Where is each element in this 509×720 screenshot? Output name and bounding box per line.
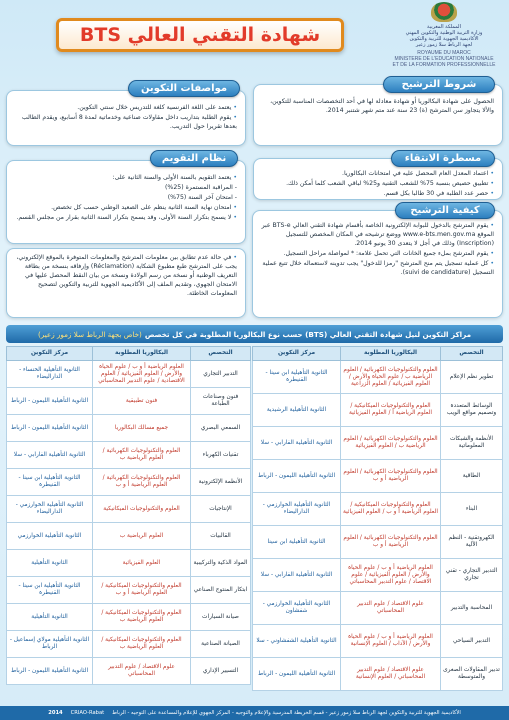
bac-cell: العلوم والتكنولوجيات الكهربائية / العلوم الرياضية ب	[93, 442, 191, 469]
table-row	[7, 550, 251, 577]
center-cell: الثانوية التأهيلية	[7, 604, 93, 631]
application-panel	[252, 210, 503, 318]
evaluation-line: • لا يسمح بتكرار السنة الأولى، وقد يسمح بتكرار السنة الثانية بقرار من مجلس القسم.	[15, 213, 237, 222]
center-cell: الثانوية التأهيلية ابن سينا - القنيطرة	[7, 469, 93, 496]
table-row	[7, 658, 251, 685]
center-cell: الثانوية التأهيلية الخوارزمي - الداراليضاء	[253, 493, 341, 526]
centers-table-right	[252, 346, 503, 691]
specialty-cell: الأنظمة والشبكات المعلوماتية	[441, 427, 503, 460]
application-line: • يقوم المترشح بالدخول للبوابة الإلكترونية الخاصة بأقسام شهادة التقني العالي BTS-e عبر الموقع www.e-bts.men.gov.ma ووضع ترشيحه في المكان المخصص للتسجيل (Inscription) وذلك في أجل لا يتعدى 30 يونيو 2014.	[261, 221, 494, 248]
centers-table-left	[6, 346, 251, 685]
center-cell: الثانوية التأهيلية الرشيدية	[253, 394, 341, 427]
training-line: • يقوم الطلبة بتداريب داخل مقاولات صناعية وخدماتية لمدة 8 أسابيع، ويقدم الطالب بعدها تقريرا حول التدريب.	[15, 113, 237, 131]
table-row	[253, 625, 503, 658]
table-row	[7, 415, 251, 442]
selection-heading: مسطرة الانتقاء	[391, 150, 495, 167]
application-line: • كل عملية تسجيل يتم منح المترشح "رمزا للدخول" يجب تدوينه لاستعماله خلال تتبع عملية التسجيل (suivi de candidature).	[261, 259, 494, 277]
specialty-cell: التسيير الإداري	[191, 658, 251, 685]
header-specialty: التخصص	[441, 347, 503, 361]
center-cell: الثانوية التأهيلية الخنساء - الداراليضاء	[7, 361, 93, 388]
specialty-cell: الصيانة الصناعية	[191, 631, 251, 658]
table-row	[7, 361, 251, 388]
table-row	[253, 427, 503, 460]
center-cell: الثانوية التأهيلية الفارابي - سلا	[7, 442, 93, 469]
bac-cell: العلوم والتكنولوجيات الميكانيكية / العلوم الرياضية ب	[93, 631, 191, 658]
evaluation-line: • يعتمد التقويم بالسنة الأولى والسنة الثانية على:	[15, 173, 237, 182]
table-row	[7, 469, 251, 496]
bac-cell: العلوم والتكنولوجيات الميكانيكية / العلوم الرياضية أ و ب / العلوم الفيزيائية	[341, 493, 441, 526]
center-cell: الثانوية التأهيلية الليمون - الرباط	[7, 415, 93, 442]
application-line: • يقوم المترشح بملء جميع الخانات التي تحمل علامة: * لمواصلة مراحل التسجيل.	[261, 249, 494, 258]
evaluation-line: • امتحان نهاية السنة الثانية ينظم على الصعيد الوطني حسب كل تخصص.	[15, 203, 237, 212]
center-cell: الثانوية التأهيلية الخوارزمي - شفشاون	[253, 592, 341, 625]
bac-cell: العلوم والتكنولوجيات الكهربائية / العلوم الرياضية ب / العلوم الفيزيائية	[341, 427, 441, 460]
center-cell: الثانوية التأهيلية الفارابي - سلا	[253, 427, 341, 460]
center-cell: الثانوية التأهيلية الليمون - الرباط	[253, 460, 341, 493]
table-row	[253, 592, 503, 625]
footer-year: 2014	[48, 710, 63, 716]
specialty-cell: تقنيات الكهرباء	[191, 442, 251, 469]
evaluation-line: - المراقبة المستمرة (25%)	[165, 184, 237, 191]
specialty-cell: الطاقية	[441, 460, 503, 493]
header-center: مركز التكوين	[7, 347, 93, 361]
header-bac: البكالوريا المطلوبة	[93, 347, 191, 361]
table-row	[7, 523, 251, 550]
footer-code: CRIAO-Rabat	[70, 710, 105, 716]
bac-cell: علوم الاقتصاد / علوم التدبير المحاسباتي / العلوم الإنسانية	[341, 658, 441, 691]
selection-line: • حصر عدد الطلبة في 30 طالبا بكل قسم.	[262, 189, 494, 198]
center-cell: الثانوية التأهيلية الخوارزمي - الداراليضاء	[7, 496, 93, 523]
specialty-cell: التدبير التجاري - تقني تجاري	[441, 559, 503, 592]
specialty-cell: القالبيات	[191, 523, 251, 550]
footer	[0, 706, 509, 720]
center-cell: الثانوية التأهيلية الشفشاوني - سلا	[253, 625, 341, 658]
footer-credits: الأكاديمية الجهوية للتربية والتكوين لجهة الرباط سلا زمور زعير - قسم الخريطة المدرسية والإعلام والتوجيه - المركز الجهوي للإعلام والمساعدة على التوجيه - الرباط	[112, 710, 461, 716]
logo-text-ar: المملكة المغربية وزارة التربية الوطنية والتكوين المهني الأكاديمية الجهوية للتربية والتكوين لجهة الرباط سلا زمور زعير	[405, 24, 483, 48]
specialty-cell: البناء	[441, 493, 503, 526]
table-row	[7, 604, 251, 631]
table-subtitle: (خاص بجهة الرباط سلا زمور زعير)	[37, 329, 142, 339]
coat-of-arms-icon	[431, 2, 457, 22]
header-center: مركز التكوين	[253, 347, 341, 361]
conditions-heading: شروط الترشيح	[383, 76, 495, 93]
table-row	[253, 559, 503, 592]
bac-cell: العلوم والتكنولوجيات الميكانيكية / العلوم الرياضية أ / العلوم الفيزيائية	[341, 394, 441, 427]
specialty-cell: السمعي البصري	[191, 415, 251, 442]
bac-cell: العلوم والتكنولوجيات الكهربائية / العلوم الرياضية أ و ب	[341, 526, 441, 559]
table-row	[7, 442, 251, 469]
bac-cell: علوم الاقتصاد / علوم التدبير المحاسباتي	[341, 592, 441, 625]
bac-cell: جميع مسالك البكالوريا	[93, 415, 191, 442]
evaluation-heading: نظام التقويم	[150, 150, 238, 167]
specialty-cell: التدبير السياحي	[441, 625, 503, 658]
ministry-logo	[385, 2, 503, 66]
table-row	[253, 460, 503, 493]
application-heading: كيفية الترشيح	[395, 202, 495, 219]
table-title-text: مراكز التكوين لنيل شهادة التقني العالي (BTS) حسب نوع البكالوريا المطلوبة في كل تخصص	[144, 329, 472, 339]
center-cell: الثانوية التأهيلية الليمون - الرباط	[7, 658, 93, 685]
application-panel-cont	[6, 248, 246, 318]
table-title	[6, 325, 503, 343]
center-cell: الثانوية التأهيلية مولاي إسماعيل - الرباط	[7, 631, 93, 658]
table-row	[7, 388, 251, 415]
conditions-text: الحصول على شهادة البكالوريا أو شهادة معادلة لها في أحد التخصصات المناسبة للتكوين، والألا يتجاوز سن المترشح (ة) 23 سنة عند متم شهر شتنبر 2014.	[270, 98, 494, 114]
bac-cell: العلوم الرياضية ب	[93, 523, 191, 550]
specialty-cell: ابتكار المنتوج الصناعي	[191, 577, 251, 604]
bac-cell: العلوم الرياضية أ و ب / علوم الحياة والأرض / الآداب / العلوم الإنسانية	[341, 625, 441, 658]
bac-cell: العلوم والتكنولوجيات الميكانيكية / العلوم الرياضية ب	[93, 604, 191, 631]
center-cell: الثانوية التأهيلية ابن سينا - القنيطرة	[7, 577, 93, 604]
specialty-cell: المواد الذكية والتركيبية	[191, 550, 251, 577]
center-cell: الثانوية التأهيلية ابن سينا	[253, 526, 341, 559]
center-cell: الثانوية التأهيلية الليمون - الرباط	[253, 658, 341, 691]
center-cell: الثانوية التأهيلية الفارابي - سلا	[253, 559, 341, 592]
bac-cell: العلوم الرياضية أ و ب / علوم الحياة والأرض / العلوم الفيزيائية / علوم الاقتصاد / علوم التدبير المحاسباتي	[341, 559, 441, 592]
conditions-panel	[253, 84, 503, 146]
table-row	[7, 631, 251, 658]
center-cell: الثانوية التأهيلية الليمون - الرباط	[7, 388, 93, 415]
bac-cell: العلوم الفيزيائية	[93, 550, 191, 577]
table-row	[7, 496, 251, 523]
header-bac: البكالوريا المطلوبة	[341, 347, 441, 361]
bac-cell: فنون تطبيقية	[93, 388, 191, 415]
training-panel	[6, 90, 246, 146]
bac-cell: العلوم والتكنولوجيات الكهربائية / العلوم الرياضية ب / علوم الحياة والأرض / العلوم الفيزيائية / العلوم الزراعية	[341, 361, 441, 394]
specialty-cell: المحاسبة والتدبير	[441, 592, 503, 625]
header-specialty: التخصص	[191, 347, 251, 361]
specialty-cell: تطوير نظم الإعلام	[441, 361, 503, 394]
training-line: • يعتمد على اللغة الفرنسية كلغة للتدريس خلال سنتي التكوين.	[15, 103, 237, 112]
specialty-cell: التدبير التجاري	[191, 361, 251, 388]
header	[0, 0, 509, 70]
bac-cell: علوم الاقتصاد / علوم التدبير المحاسباتي	[93, 658, 191, 685]
specialty-cell: الإنتاجيات	[191, 496, 251, 523]
bac-cell: العلوم والتكنولوجيات الكهربائية / العلوم الرياضية أ و ب	[341, 460, 441, 493]
specialty-cell: الوسائط المتعددة وتصميم مواقع الويب	[441, 394, 503, 427]
bac-cell: العلوم والتكنولوجيات الميكانيكية / العلوم الرياضية أ و ب	[93, 577, 191, 604]
specialty-cell: الكهروتقنية - النظم الآلية	[441, 526, 503, 559]
center-cell: الثانوية التأهيلية الخوارزمي	[7, 523, 93, 550]
specialty-cell: فنون وصناعات الطباعة	[191, 388, 251, 415]
specialty-cell: تدبير المقاولات الصغرى والمتوسطة	[441, 658, 503, 691]
center-cell: الثانوية التأهيلية ابن سينا - القنيطرة	[253, 361, 341, 394]
evaluation-panel	[6, 160, 246, 244]
table-header-row	[7, 347, 251, 361]
table-row	[7, 577, 251, 604]
bac-cell: العلوم الرياضية أ و ب / علوم الحياة والأرض / العلوم الفيزيائية / العلوم الاقتصادية / علوم التدبير المحاسباتي	[93, 361, 191, 388]
selection-line: • تطبيق حصيص بنسبة 75% للشعب التقنية و25% لباقي الشعب كلما أمكن ذلك.	[262, 179, 494, 188]
application-line: • في حالة عدم تطابق بين معلومات المترشح والمعلومات المتوفرة بالموقع الإلكتروني، يجب على المترشح طبع مطبوع الشكاية (Réclamation) وإرفاقه بنسخة من بطاقة التعريف الوطنية أو نسخة من رسم الولادة ونسخة من بيان النقط المحصل عليها في الامتحان الجهوي، وتقديم الملف إلى الأكاديمية الجهوية للتربية والتكوين لتصحيح المعلومات الخاطئة.	[15, 253, 237, 298]
table-row	[253, 394, 503, 427]
table-row	[253, 361, 503, 394]
bac-cell: العلوم والتكنولوجيات الكهربائية / العلوم الرياضية أ و ب	[93, 469, 191, 496]
evaluation-line: - امتحان آخر السنة (75%)	[167, 194, 237, 201]
specialty-cell: صيانة السيارات	[191, 604, 251, 631]
selection-line: • اعتماد المعدل العام المحصل عليه في امتحانات البكالوريا.	[262, 169, 494, 178]
table-row	[253, 526, 503, 559]
specialty-cell: الأنظمة الإلكترونية	[191, 469, 251, 496]
logo-text-fr: ROYAUME DU MAROC MINISTERE DE L'EDUCATION NATIONALE ET DE LA FORMATION PROFESSIONNELLE	[392, 50, 496, 68]
training-heading: مواصفات التكوين	[128, 80, 240, 97]
table-row	[253, 493, 503, 526]
bac-cell: العلوم والتكنولوجيات الميكانيكية	[93, 496, 191, 523]
page-title: شهادة التقني العالي BTS	[56, 18, 344, 52]
table-header-row	[253, 347, 503, 361]
table-row	[253, 658, 503, 691]
center-cell: الثانوية التأهيلية	[7, 550, 93, 577]
